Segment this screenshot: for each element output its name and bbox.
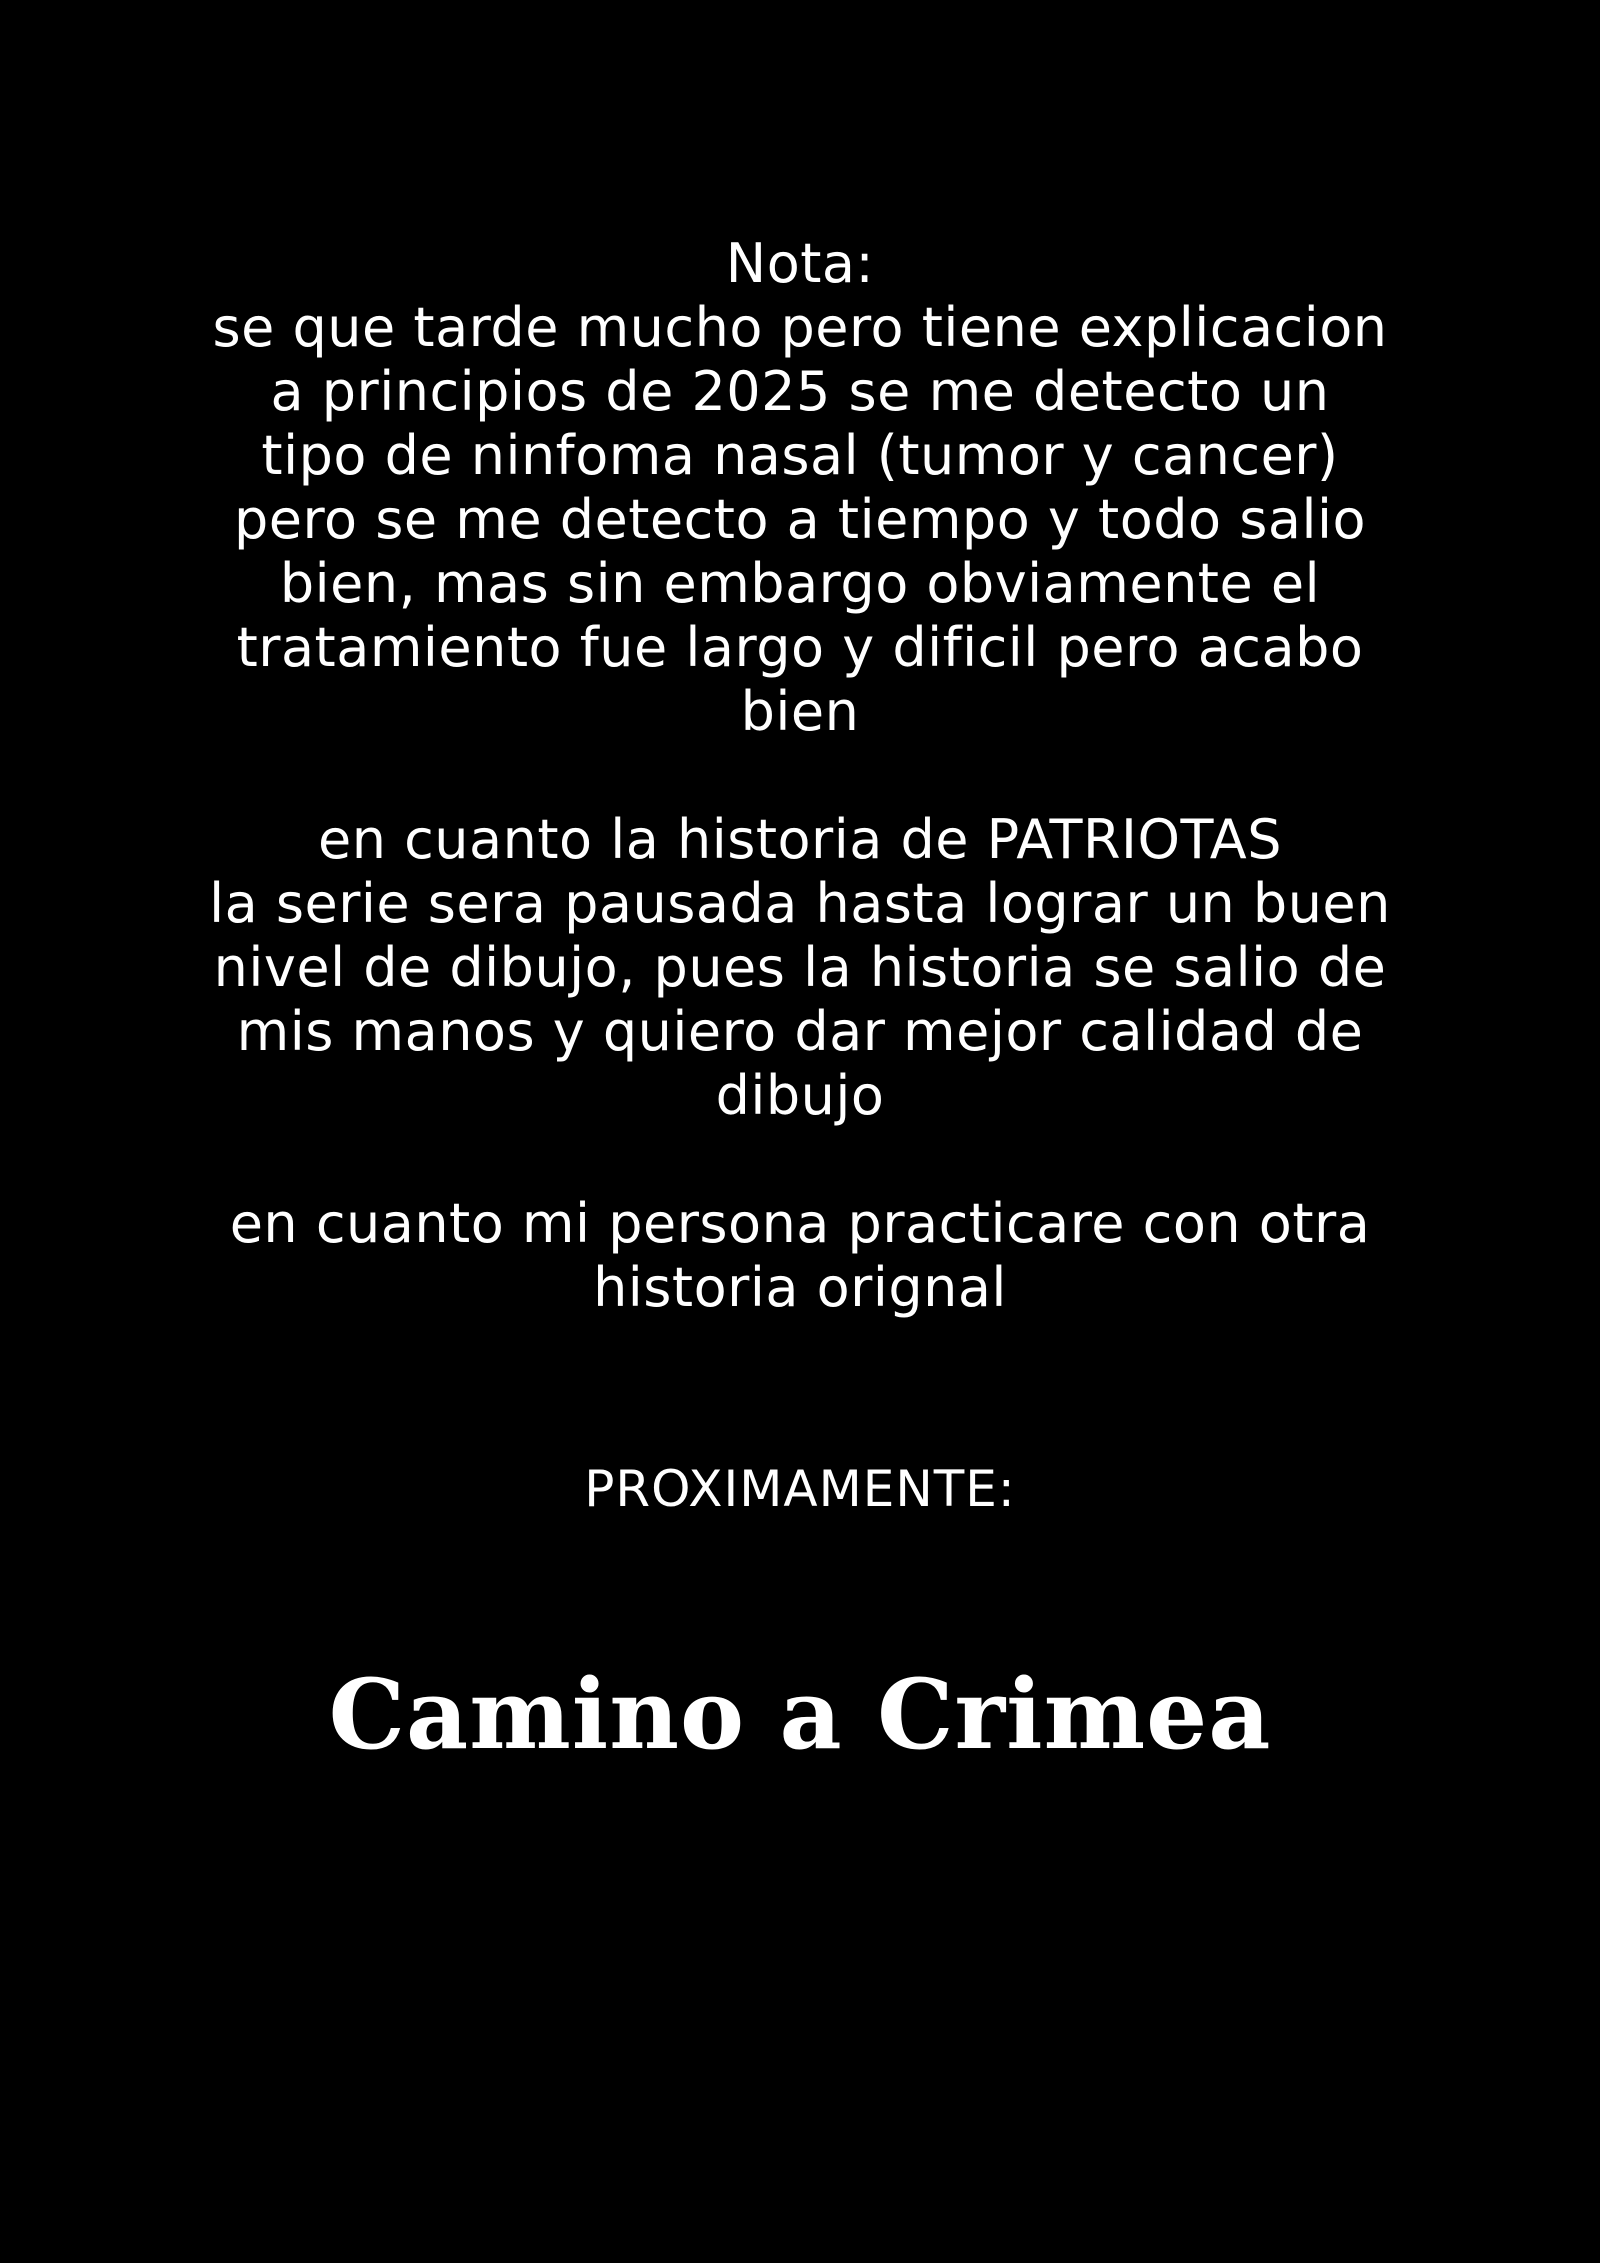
note-line: a principios de 2025 se me detecto un [270,360,1330,423]
coming-soon-section [0,1460,1600,1518]
note-gap [0,744,1600,808]
note-line: nivel de dibujo, pues la historia se salio de [213,936,1387,999]
note-line: bien, mas sin embargo obviamente el [279,552,1321,615]
note-line: en cuanto mi persona practicare con otra [229,1192,1371,1255]
note-line: mis manos y quiero dar mejor calidad de [236,1000,1364,1063]
note-line: la serie sera pausada hasta lograr un buen [209,872,1391,935]
note-line: bien [740,680,860,743]
author-note [0,232,1600,1320]
note-line: dibujo [715,1064,885,1127]
note-line: historia orignal [593,1256,1007,1319]
next-series-title-section [0,1660,1600,1770]
note-line: tipo de ninfoma nasal (tumor y cancer) [261,424,1339,487]
coming-soon-label: PROXIMAMENTE: [584,1460,1016,1518]
series-title: Camino a Crimea [328,1658,1272,1771]
note-line: Nota: [725,232,875,295]
note-line: en cuanto la historia de PATRIOTAS [318,808,1282,871]
note-line: pero se me detecto a tiempo y todo salio [233,488,1366,551]
note-line: se que tarde mucho pero tiene explicacion [212,296,1388,359]
note-line: tratamiento fue largo y dificil pero acabo [236,616,1364,679]
note-gap [0,1128,1600,1192]
